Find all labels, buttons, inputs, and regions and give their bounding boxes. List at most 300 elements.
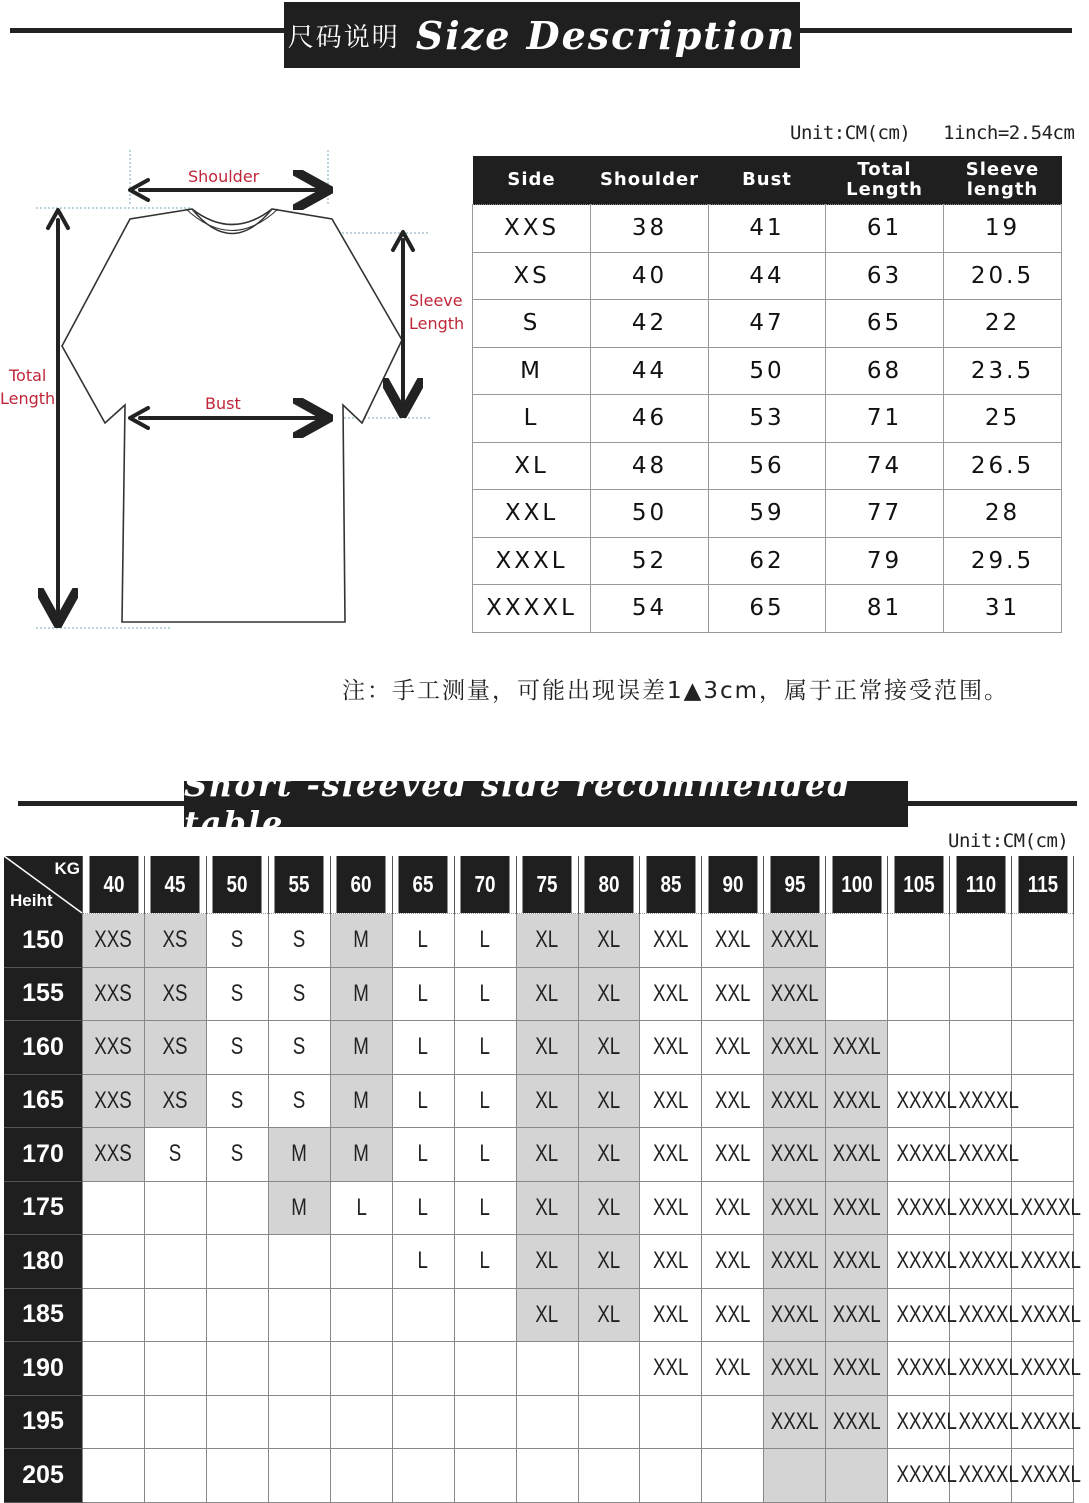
- size-cell: [702, 1395, 764, 1449]
- size-value: XXS: [94, 979, 133, 1007]
- size-cell: [83, 1395, 145, 1449]
- size-value: L: [417, 1140, 429, 1168]
- height-header: 190: [4, 1342, 83, 1396]
- unit-note: Unit:CM(cm) 1inch=2.54cm: [790, 122, 1075, 144]
- size-cell: [888, 1181, 958, 1235]
- size-value: XXXL: [771, 1086, 819, 1114]
- size-cell: [888, 914, 950, 968]
- size-cell: [330, 1021, 392, 1075]
- size-value: S: [231, 979, 244, 1007]
- corner-kg-label: KG: [54, 859, 80, 878]
- size-value: XXXXL: [896, 1086, 958, 1114]
- weight-header: 70: [460, 856, 511, 914]
- measure-cell: 28: [944, 490, 1062, 538]
- size-cell: [144, 967, 206, 1021]
- size-value: XXL: [715, 1247, 751, 1275]
- size-value: XXL: [653, 926, 689, 954]
- size-value: S: [293, 1086, 306, 1114]
- size-cell: [1012, 1128, 1074, 1182]
- size-value: M: [353, 1033, 370, 1061]
- size-cell: [268, 1449, 330, 1503]
- size-cell: [83, 967, 145, 1021]
- weight-header: 100: [831, 856, 882, 914]
- measure-cell: 31: [944, 585, 1062, 633]
- banner-title: Short -sleeved side recommended table: [184, 766, 852, 842]
- size-value: XXL: [653, 1140, 689, 1168]
- sleeve-label-1: Sleeve: [409, 291, 463, 310]
- size-value: S: [293, 926, 306, 954]
- size-cell: [950, 1128, 1020, 1182]
- size-value: M: [291, 1193, 308, 1221]
- size-cell: [144, 1128, 206, 1182]
- weight-header: 110: [955, 856, 1006, 914]
- height-header: 175: [4, 1181, 83, 1235]
- size-value: XL: [535, 1140, 559, 1168]
- size-cell: [950, 914, 1012, 968]
- size-value: XXL: [653, 979, 689, 1007]
- size-cell: [330, 1395, 392, 1449]
- size-cell: [1012, 1342, 1081, 1396]
- measure-cell: 48: [591, 442, 709, 490]
- size-cell: [640, 1074, 702, 1128]
- measure-cell: 71: [826, 395, 944, 443]
- size-cell: [950, 1342, 1020, 1396]
- size-value: XXXL: [833, 1407, 881, 1435]
- size-cell: [454, 1449, 516, 1503]
- size-value: XL: [535, 1300, 559, 1328]
- size-value: L: [417, 1247, 429, 1275]
- size-value: XL: [597, 1247, 621, 1275]
- size-name-cell: XXXL: [473, 537, 591, 585]
- size-cell: [454, 1395, 516, 1449]
- size-cell: [206, 1235, 268, 1289]
- measure-cell: 65: [826, 300, 944, 348]
- size-cell: [392, 1235, 454, 1289]
- weight-header: 75: [522, 856, 573, 914]
- size-value: S: [293, 979, 306, 1007]
- size-cell: [702, 1342, 764, 1396]
- size-cell: [330, 1128, 392, 1182]
- size-cell: [950, 1395, 1020, 1449]
- size-cell: [578, 1021, 640, 1075]
- banner-title-en: Size Description: [415, 12, 797, 58]
- size-cell: [764, 1074, 826, 1128]
- measure-cell: 25: [944, 395, 1062, 443]
- size-cell: [640, 1449, 702, 1503]
- measure-cell: 46: [591, 395, 709, 443]
- size-cell: [1012, 1021, 1074, 1075]
- size-value: XXXL: [833, 1300, 881, 1328]
- height-row: [4, 1181, 1074, 1235]
- size-name-cell: XL: [473, 442, 591, 490]
- size-cell: [268, 1074, 330, 1128]
- total-label-2: Length: [0, 389, 56, 408]
- weight-header: 80: [584, 856, 635, 914]
- size-value: XXXXL: [958, 1354, 1020, 1382]
- size-value: L: [417, 1086, 429, 1114]
- size-cell: [640, 1181, 702, 1235]
- size-value: XL: [597, 1086, 621, 1114]
- height-row: [4, 1021, 1074, 1075]
- size-cell: [392, 1288, 454, 1342]
- size-value: M: [353, 1140, 370, 1168]
- size-cell: [1012, 1235, 1081, 1289]
- size-cell: [640, 1342, 702, 1396]
- size-value: XXXL: [771, 1033, 819, 1061]
- size-value: XXL: [715, 1086, 751, 1114]
- size-cell: [454, 967, 516, 1021]
- size-name-cell: L: [473, 395, 591, 443]
- size-value: XXL: [715, 1033, 751, 1061]
- size-value: XXS: [94, 1086, 133, 1114]
- size-value: S: [231, 1140, 244, 1168]
- size-cell: [764, 1449, 826, 1503]
- size-cell: [640, 914, 702, 968]
- col-header: Bust: [709, 156, 826, 205]
- size-cell: [206, 1288, 268, 1342]
- measure-cell: 81: [826, 585, 944, 633]
- weight-header: 95: [769, 856, 820, 914]
- size-value: XXXL: [771, 1407, 819, 1435]
- size-cell: [702, 1021, 764, 1075]
- size-value: XXL: [653, 1086, 689, 1114]
- weight-header: 60: [336, 856, 387, 914]
- size-value: XXXL: [771, 1300, 819, 1328]
- size-cell: [330, 967, 392, 1021]
- size-cell: [764, 1288, 826, 1342]
- size-cell: [83, 1074, 145, 1128]
- size-cell: [206, 967, 268, 1021]
- measure-cell: 19: [944, 205, 1062, 253]
- size-row: [473, 205, 1062, 253]
- size-cell: [826, 914, 888, 968]
- size-cell: [268, 1288, 330, 1342]
- measurement-note: 注：手工测量，可能出现误差1▲3cm，属于正常接受范围。: [342, 678, 1010, 704]
- measure-cell: 29.5: [944, 537, 1062, 585]
- size-value: M: [353, 979, 370, 1007]
- size-value: L: [479, 1247, 491, 1275]
- size-cell: [578, 1395, 640, 1449]
- size-cell: [826, 967, 888, 1021]
- size-cell: [454, 1181, 516, 1235]
- size-value: XXXXL: [958, 1300, 1020, 1328]
- size-cell: [330, 1342, 392, 1396]
- size-table-header: [473, 156, 1062, 205]
- size-cell: [206, 1449, 268, 1503]
- size-value: XXXL: [771, 979, 819, 1007]
- size-cell: [392, 1449, 454, 1503]
- size-cell: [702, 1181, 764, 1235]
- size-cell: [206, 1128, 268, 1182]
- size-row: [473, 585, 1062, 633]
- size-value: L: [356, 1193, 367, 1221]
- size-value: XXXXL: [1020, 1193, 1081, 1221]
- size-cell: [454, 1342, 516, 1396]
- size-cell: [888, 1128, 958, 1182]
- size-value: L: [417, 979, 429, 1007]
- size-cell: [578, 1288, 640, 1342]
- size-value: L: [479, 1140, 491, 1168]
- size-cell: [83, 1235, 145, 1289]
- size-value: XXL: [715, 1300, 751, 1328]
- size-value: XXL: [653, 1193, 689, 1221]
- size-name-cell: XXS: [473, 205, 591, 253]
- size-cell: [516, 1128, 578, 1182]
- recommended-table-banner: [184, 766, 908, 842]
- size-cell: [144, 1181, 206, 1235]
- size-cell: [268, 914, 330, 968]
- measure-cell: 56: [709, 442, 826, 490]
- size-cell: [206, 1181, 268, 1235]
- size-value: XXL: [653, 1354, 689, 1382]
- size-value: XXXL: [771, 926, 819, 954]
- size-name-cell: XS: [473, 252, 591, 300]
- size-cell: [516, 1449, 578, 1503]
- size-cell: [640, 1128, 702, 1182]
- size-cell: [330, 1235, 392, 1289]
- measure-cell: 68: [826, 347, 944, 395]
- size-cell: [268, 1181, 330, 1235]
- size-cell: [392, 1181, 454, 1235]
- size-cell: [268, 1342, 330, 1396]
- size-value: XL: [535, 1247, 559, 1275]
- size-cell: [144, 1074, 206, 1128]
- size-value: S: [169, 1140, 182, 1168]
- size-cell: [206, 914, 268, 968]
- size-cell: [330, 914, 392, 968]
- size-cell: [826, 1181, 888, 1235]
- size-cell: [640, 967, 702, 1021]
- corner-cell: [4, 856, 83, 914]
- size-cell: [826, 1395, 888, 1449]
- size-row: [473, 442, 1062, 490]
- size-value: L: [479, 1086, 491, 1114]
- size-value: XXXL: [771, 1140, 819, 1168]
- size-cell: [516, 914, 578, 968]
- height-row: [4, 914, 1074, 968]
- size-value: XXXXL: [896, 1140, 958, 1168]
- size-value: XS: [162, 1086, 188, 1114]
- size-value: XXXXL: [1020, 1461, 1081, 1489]
- size-cell: [764, 967, 826, 1021]
- size-value: XXXXL: [958, 1086, 1020, 1114]
- size-cell: [950, 1181, 1020, 1235]
- size-cell: [950, 1074, 1020, 1128]
- measure-cell: 53: [709, 395, 826, 443]
- size-value: XL: [535, 1193, 559, 1221]
- size-description-banner: [284, 2, 800, 68]
- size-cell: [578, 967, 640, 1021]
- size-cell: [83, 1181, 145, 1235]
- size-value: XXL: [715, 926, 751, 954]
- size-value: S: [293, 1033, 306, 1061]
- col-header: Sleeve length: [944, 156, 1062, 205]
- measure-cell: 42: [591, 300, 709, 348]
- size-cell: [392, 967, 454, 1021]
- measure-cell: 65: [709, 585, 826, 633]
- measure-cell: 74: [826, 442, 944, 490]
- size-cell: [640, 1235, 702, 1289]
- size-cell: [578, 1449, 640, 1503]
- measure-cell: 63: [826, 252, 944, 300]
- size-value: XXXXL: [896, 1247, 958, 1275]
- size-cell: [1012, 1288, 1081, 1342]
- size-cell: [950, 1235, 1020, 1289]
- size-cell: [83, 1021, 145, 1075]
- size-cell: [268, 1395, 330, 1449]
- size-cell: [330, 1288, 392, 1342]
- size-cell: [888, 1449, 958, 1503]
- size-value: XS: [162, 1033, 188, 1061]
- size-cell: [764, 1395, 826, 1449]
- size-value: XXXXL: [1020, 1407, 1081, 1435]
- size-cell: [268, 1021, 330, 1075]
- size-cell: [950, 1449, 1020, 1503]
- size-cell: [764, 1128, 826, 1182]
- size-value: XL: [597, 979, 621, 1007]
- size-row: [473, 347, 1062, 395]
- size-cell: [826, 1342, 888, 1396]
- size-cell: [516, 1235, 578, 1289]
- size-cell: [1012, 1449, 1081, 1503]
- weight-header: 55: [274, 856, 325, 914]
- size-value: XXXXL: [1020, 1247, 1081, 1275]
- size-value: XXS: [94, 1033, 133, 1061]
- size-row: [473, 252, 1062, 300]
- height-row: [4, 1074, 1074, 1128]
- recommendation-table: [4, 856, 1081, 1503]
- size-cell: [206, 1074, 268, 1128]
- col-header: Side: [473, 156, 591, 205]
- size-table: [472, 156, 1062, 633]
- height-header: 160: [4, 1021, 83, 1075]
- size-cell: [454, 1128, 516, 1182]
- size-value: M: [353, 926, 370, 954]
- height-row: [4, 1342, 1074, 1396]
- size-cell: [330, 1181, 392, 1235]
- size-cell: [640, 1288, 702, 1342]
- size-cell: [144, 1235, 206, 1289]
- size-cell: [392, 1021, 454, 1075]
- size-cell: [826, 1021, 888, 1075]
- size-cell: [516, 967, 578, 1021]
- measure-cell: 79: [826, 537, 944, 585]
- size-cell: [764, 1021, 826, 1075]
- size-row: [473, 537, 1062, 585]
- size-cell: [144, 1395, 206, 1449]
- size-cell: [702, 1235, 764, 1289]
- size-value: XL: [597, 1033, 621, 1061]
- size-cell: [702, 967, 764, 1021]
- height-header: 195: [4, 1395, 83, 1449]
- size-cell: [950, 967, 1012, 1021]
- size-cell: [764, 914, 826, 968]
- size-cell: [702, 1128, 764, 1182]
- size-value: XL: [535, 979, 559, 1007]
- size-cell: [454, 1288, 516, 1342]
- size-cell: [1012, 1395, 1081, 1449]
- size-value: XXXXL: [958, 1247, 1020, 1275]
- height-row: [4, 1128, 1074, 1182]
- weight-header: 50: [212, 856, 263, 914]
- size-value: XXXXL: [1020, 1354, 1081, 1382]
- size-cell: [888, 1395, 958, 1449]
- size-value: L: [417, 926, 429, 954]
- size-value: XL: [597, 1300, 621, 1328]
- size-name-cell: M: [473, 347, 591, 395]
- size-value: M: [291, 1140, 308, 1168]
- size-cell: [516, 1181, 578, 1235]
- size-cell: [83, 1288, 145, 1342]
- size-cell: [144, 1288, 206, 1342]
- size-cell: [702, 914, 764, 968]
- size-cell: [826, 1128, 888, 1182]
- size-value: XXL: [715, 1193, 751, 1221]
- size-value: XS: [162, 926, 188, 954]
- size-value: XS: [162, 979, 188, 1007]
- size-cell: [392, 914, 454, 968]
- measure-cell: 50: [709, 347, 826, 395]
- size-value: XL: [535, 926, 559, 954]
- weight-header: 115: [1017, 856, 1068, 914]
- size-value: L: [479, 1193, 491, 1221]
- size-value: XXXXL: [896, 1193, 958, 1221]
- measure-cell: 44: [591, 347, 709, 395]
- size-cell: [826, 1235, 888, 1289]
- size-value: L: [479, 926, 491, 954]
- size-cell: [206, 1021, 268, 1075]
- size-cell: [578, 1235, 640, 1289]
- height-header: 150: [4, 914, 83, 968]
- height-header: 180: [4, 1235, 83, 1289]
- size-cell: [144, 1449, 206, 1503]
- size-value: S: [231, 1033, 244, 1061]
- height-row: [4, 1449, 1074, 1503]
- measure-cell: 77: [826, 490, 944, 538]
- size-cell: [83, 1449, 145, 1503]
- size-value: XXXL: [771, 1193, 819, 1221]
- weight-header: 85: [646, 856, 697, 914]
- size-cell: [1012, 1074, 1074, 1128]
- tshirt-diagram: [0, 140, 470, 640]
- measure-cell: 38: [591, 205, 709, 253]
- tshirt-outline: [62, 209, 402, 622]
- size-cell: [516, 1288, 578, 1342]
- size-value: XXXL: [771, 1247, 819, 1275]
- size-value: XXXXL: [958, 1140, 1020, 1168]
- size-cell: [268, 967, 330, 1021]
- size-value: XXL: [653, 1247, 689, 1275]
- size-row: [473, 490, 1062, 538]
- measure-cell: 26.5: [944, 442, 1062, 490]
- measure-cell: 41: [709, 205, 826, 253]
- size-cell: [578, 1074, 640, 1128]
- height-row: [4, 967, 1074, 1021]
- size-value: XXXXL: [896, 1407, 958, 1435]
- size-value: XXXXL: [896, 1461, 958, 1489]
- size-cell: [888, 1288, 958, 1342]
- size-cell: [83, 1128, 145, 1182]
- size-name-cell: S: [473, 300, 591, 348]
- size-cell: [764, 1342, 826, 1396]
- size-cell: [516, 1021, 578, 1075]
- size-cell: [764, 1181, 826, 1235]
- size-value: L: [417, 1033, 429, 1061]
- measure-cell: 59: [709, 490, 826, 538]
- measure-cell: 40: [591, 252, 709, 300]
- measure-cell: 50: [591, 490, 709, 538]
- size-value: XXL: [653, 1033, 689, 1061]
